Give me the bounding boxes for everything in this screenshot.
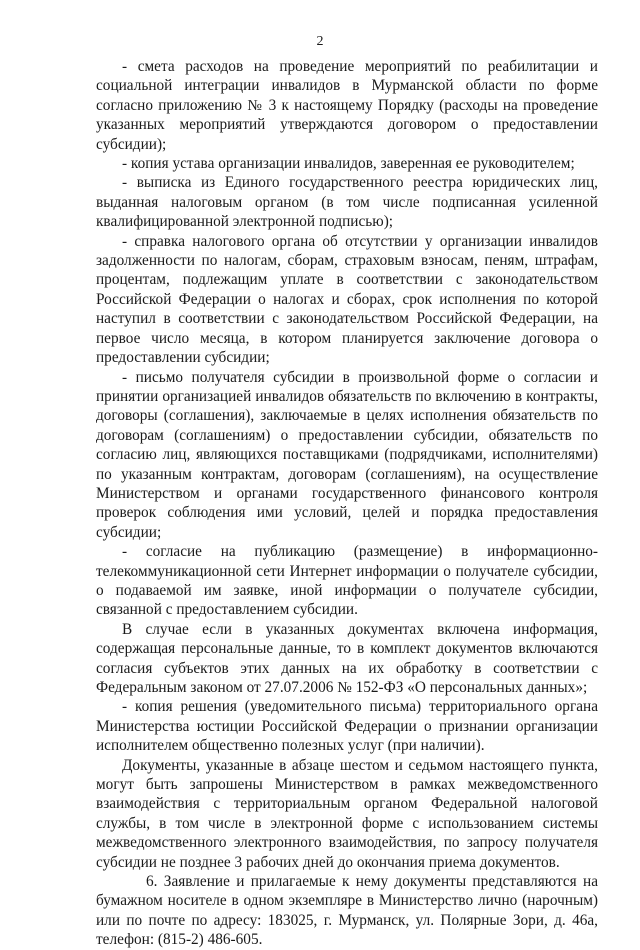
paragraph-personal-data: В случае если в указанных документах включена информация, содержащая персональные данные, то в комплект документов включаются согласия субъектов этих данных на их обработку в соответствии с Федеральным законом от 27.07.2006 № 152-ФЗ «О персональных данных»; [96,620,598,696]
document-body [96,57,598,950]
paragraph-ministry-decision: - копия решения (уведомительного письма) территориального органа Министерства юстиции Российской Федерации о признании организации исполнителем общественно полезных услуг (при наличии). [96,698,598,755]
paragraph-submission-address: 6. Заявление и прилагаемые к нему документы представляются на бумажном носителе в одном экземпляре в Министерство лично (нарочным) или по почте по адресу: 183025, г. Мурманск, ул. Полярные Зори, д. 46а, телефон: (815-2) 486-605. [96,873,598,949]
paragraph-registry-extract: - выписка из Единого государственного реестра юридических лиц, выданная налоговым органом (в том числе подписанная усиленной квалифицированной электронной подписью); [96,174,598,231]
paragraph-interagency-request: Документы, указанные в абзаце шестом и седьмом настоящего пункта, могут быть запрошены Министерством в рамках межведомственного взаимодействия с территориальным органом Федеральной налоговой службы, в том числе в электронной форме с использованием системы межведомственного электронного взаимодействия, по запросу получателя субсидии не позднее 3 рабочих дней до окончания приема документов. [96,756,598,871]
paragraph-publication-consent: - согласие на публикацию (размещение) в информационно-телекоммуникационной сети Интернет информации о получателе субсидии, о подаваемой им заявке, иной информации о получателе субсидии, связанной с предоставлением субсидии. [96,543,598,619]
paragraph-charter-copy: - копия устава организации инвалидов, заверенная ее руководителем; [122,155,575,173]
paragraph-tax-certificate: - справка налогового органа об отсутствии у организации инвалидов задолженности по налогам, сборам, страховым взносам, пеням, штрафам, процентам, подлежащим уплате в соответствии с законодательством Российской Федерации о налогах и сборах, срок исполнения по которой наступил в соответствии с законодательством Российской Федерации, на первое число месяца, в котором планируется заключение договора о предоставлении субсидии; [96,232,598,367]
page-number: 2 [316,34,324,49]
paragraph-consent-letter: - письмо получателя субсидии в произвольной форме о согласии и принятии организацией инвалидов обязательств по включению в контракты, договоры (соглашения), заключаемые в целях исполнения обязательств по договорам (соглашениям) о предоставлении субсидии, обязательств по согласию лиц, являющихся поставщиками (подрядчиками, исполнителями) по указанным контрактам, договорам (соглашениям), на осуществление Министерством и органами государственного финансового контроля проверок соблюдения ими условий, целей и порядка предоставления субсидии; [96,368,598,541]
paragraph-cost-estimate: - смета расходов на проведение мероприятий по реабилитации и социальной интеграции инвалидов в Мурманской области по форме согласно приложению № 3 к настоящему Порядку (расходы на проведение указанных мероприятий утверждаются договором о предоставлении субсидии); [96,58,598,153]
